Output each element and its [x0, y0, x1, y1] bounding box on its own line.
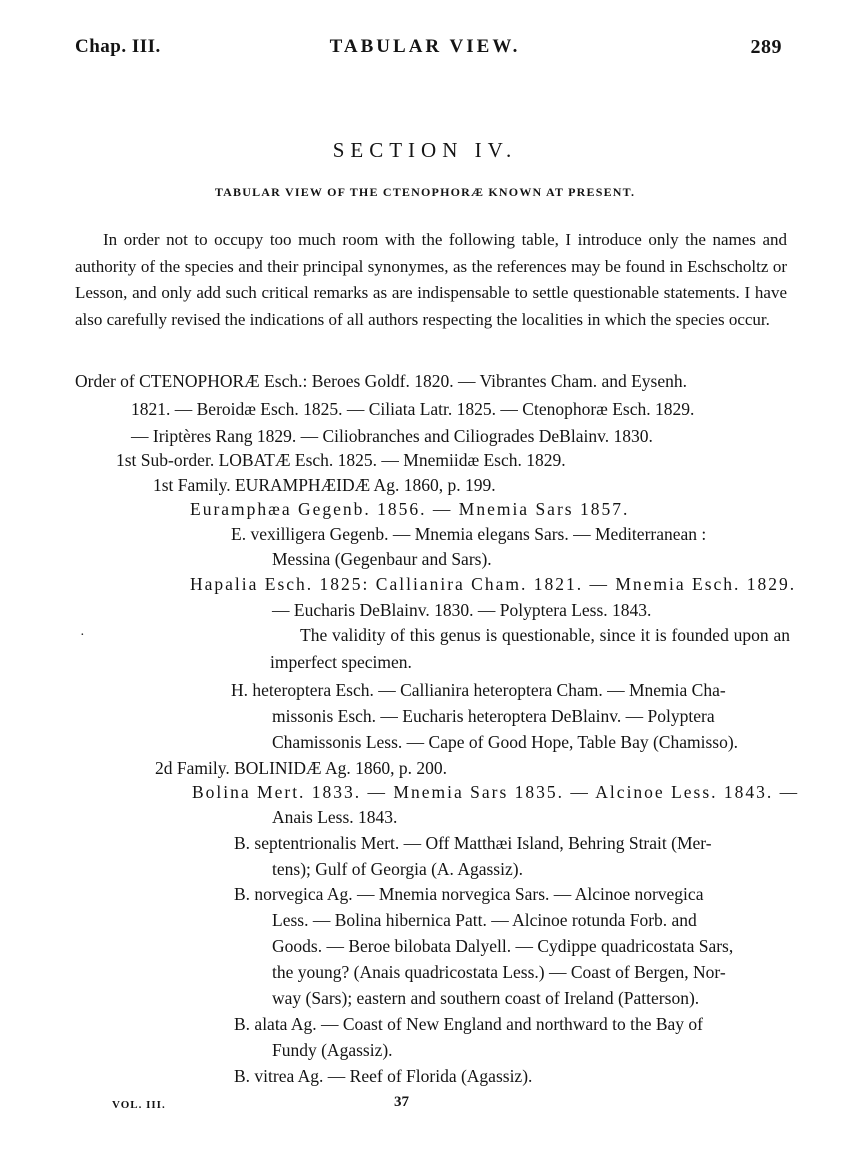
genus-entry: Hapalia Esch. 1825: Callianira Cham. 1821. — Mnemia Esch. 1829. — [190, 574, 797, 594]
order-entry-line: 1821. — Beroidæ Esch. 1825. — Ciliata Latr. 1825. — Ctenophoræ Esch. 1829. — [131, 399, 695, 419]
species-entry: B. norvegica Ag. — Mnemia norvegica Sars. — Alcinoe norvegica — [234, 884, 704, 904]
section-title: SECTION IV. — [332, 138, 518, 162]
species-entry-continued: tens); Gulf of Georgia (A. Agassiz). — [272, 859, 523, 879]
intro-paragraph: In order not to occupy too much room with the following table, I introduce only the names and authority of the species and their principal synonymes, as the references may be found in Eschscholtz or Lesson, and only add such critical remarks as are indispensable to settle questionable statements. I have also carefully revised the indications of all authors respecting the localities in which the species occur. — [75, 230, 787, 329]
species-entry: B. vitrea Ag. — Reef of Florida (Agassiz). — [234, 1066, 533, 1086]
volume-signature: VOL. III. — [112, 1099, 166, 1111]
species-entry-continued: Goods. — Beroe bilobata Dalyell. — Cydippe quadricostata Sars, — [272, 936, 734, 956]
running-head-chapter: Chap. III. — [75, 36, 161, 57]
species-entry: B. alata Ag. — Coast of New England and northward to the Bay of — [234, 1014, 703, 1034]
stray-mark: · — [80, 628, 85, 643]
genus-entry: Euramphæa Gegenb. 1856. — Mnemia Sars 1857. — [190, 499, 630, 519]
suborder-heading: 1st Sub-order. LOBATÆ Esch. 1825. — Mnemiidæ Esch. 1829. — [116, 450, 566, 470]
species-entry: B. septentrionalis Mert. — Off Matthæi Island, Behring Strait (Mer- — [234, 833, 712, 853]
order-entry-line: — Iriptères Rang 1829. — Ciliobranches and Ciliogrades DeBlainv. 1830. — [131, 426, 653, 446]
species-entry-continued: way (Sars); eastern and southern coast of Ireland (Patterson). — [272, 988, 700, 1008]
species-entry-continued: Fundy (Agassiz). — [272, 1040, 393, 1060]
genus-remark: The validity of this genus is questionable, since it is founded upon an imperfect specimen. — [270, 625, 790, 672]
species-entry: E. vexilligera Gegenb. — Mnemia elegans Sars. — Mediterranean : — [231, 524, 707, 544]
order-entry-line: Order of CTENOPHORÆ Esch.: Beroes Goldf. 1820. — Vibrantes Cham. and Eysenh. — [75, 371, 688, 391]
section-subtitle: TABULAR VIEW OF THE CTENOPHORÆ KNOWN AT PRESENT. — [214, 185, 636, 199]
species-entry: H. heteroptera Esch. — Callianira heteroptera Cham. — Mnemia Cha- — [231, 680, 726, 700]
running-head-title: TABULAR VIEW. — [329, 36, 521, 57]
family-heading: 1st Family. EURAMPHÆIDÆ Ag. 1860, p. 199. — [153, 475, 496, 495]
genus-entry-continued: — Eucharis DeBlainv. 1830. — Polyptera Less. 1843. — [272, 600, 652, 620]
family-heading: 2d Family. BOLINIDÆ Ag. 1860, p. 200. — [155, 758, 447, 778]
species-entry-continued: Messina (Gegenbaur and Sars). — [272, 549, 492, 569]
species-entry-continued: missonis Esch. — Eucharis heteroptera DeBlainv. — Polyptera — [272, 706, 715, 726]
species-entry-continued: Less. — Bolina hibernica Patt. — Alcinoe rotunda Forb. and — [272, 910, 697, 930]
species-entry-continued: the young? (Anais quadricostata Less.) — Coast of Bergen, Nor- — [272, 962, 726, 982]
page-number: 289 — [750, 36, 782, 58]
signature-number: 37 — [394, 1094, 409, 1110]
species-entry-continued: Chamissonis Less. — Cape of Good Hope, Table Bay (Chamisso). — [272, 732, 739, 752]
genus-entry-continued: Anais Less. 1843. — [272, 807, 398, 827]
genus-entry: Bolina Mert. 1833. — Mnemia Sars 1835. — Alcinoe Less. 1843. — — [192, 782, 800, 802]
